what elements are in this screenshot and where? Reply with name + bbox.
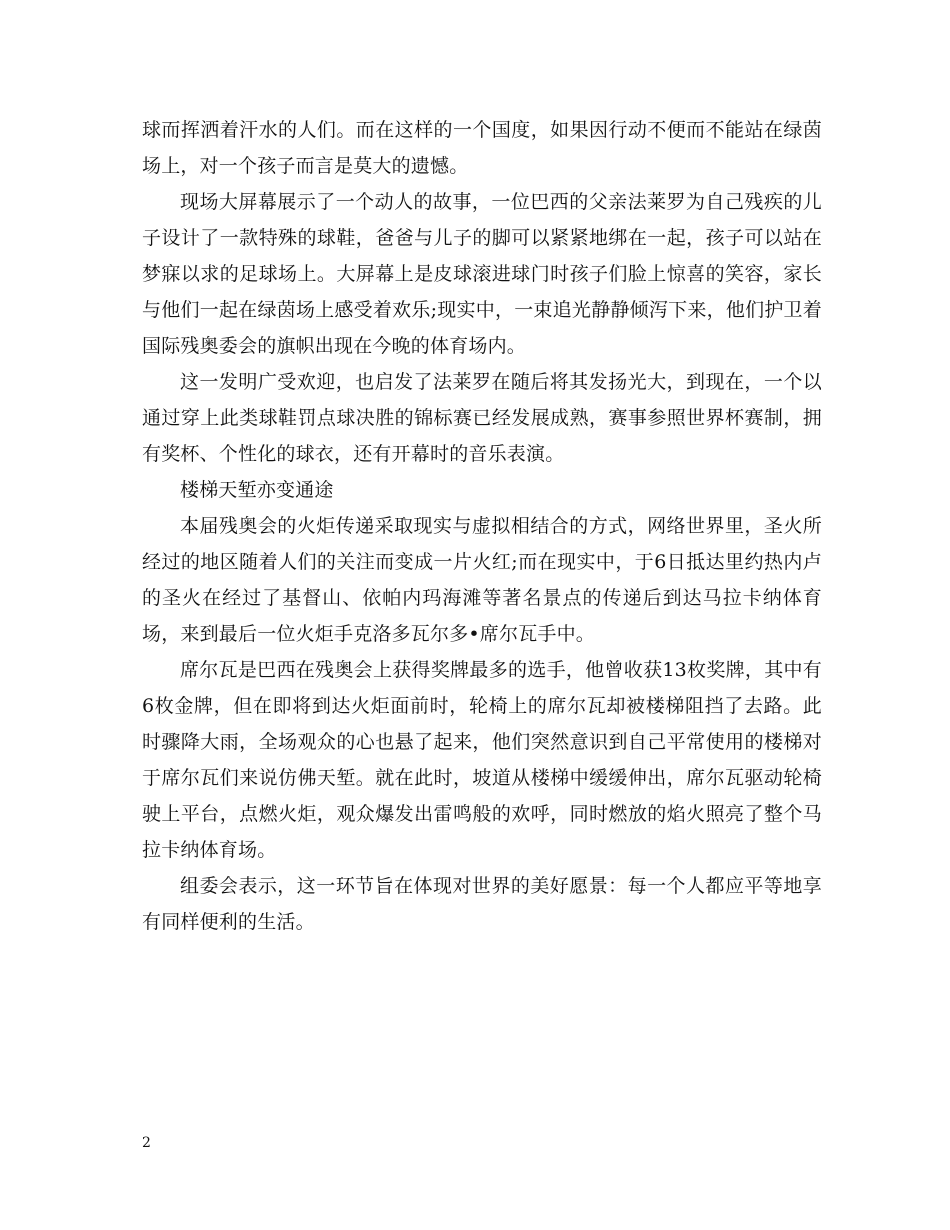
page-number: 2 xyxy=(142,1135,151,1151)
document-body xyxy=(142,112,822,940)
paragraph-4: 本届残奥会的火炬传递采取现实与虚拟相结合的方式，网络世界里，圣火所经过的地区随着人们的关注而变成一片火红;而在现实中，于6日抵达里约热内卢的圣火在经过了基督山、依帕内玛海滩等著名景点的传递后到达马拉卡纳体育场，来到最后一位火炬手克洛多瓦尔多•席尔瓦手中。 xyxy=(142,515,822,645)
paragraph-3: 这一发明广受欢迎，也启发了法莱罗在随后将其发扬光大，到现在，一个以通过穿上此类球鞋罚点球决胜的锦标赛已经发展成熟，赛事参照世界杯赛制，拥有奖杯、个性化的球衣，还有开幕时的音乐表演。 xyxy=(142,371,822,465)
paragraph-2: 现场大屏幕展示了一个动人的故事，一位巴西的父亲法莱罗为自己残疾的儿子设计了一款特殊的球鞋，爸爸与儿子的脚可以紧紧地绑在一起，孩子可以站在梦寐以求的足球场上。大屏幕上是皮球滚进球门时孩子们脸上惊喜的笑容，家长与他们一起在绿茵场上感受着欢乐;现实中，一束追光静静倾泻下来，他们护卫着国际残奥委会的旗帜出现在今晚的体育场内。 xyxy=(142,191,822,357)
paragraph-6: 组委会表示，这一环节旨在体现对世界的美好愿景：每一个人都应平等地享有同样便利的生活。 xyxy=(142,875,822,933)
paragraph-5: 席尔瓦是巴西在残奥会上获得奖牌最多的选手，他曾收获13枚奖牌，其中有6枚金牌，但在即将到达火炬面前时，轮椅上的席尔瓦却被楼梯阻挡了去路。此时骤降大雨，全场观众的心也悬了起来，他们突然意识到自己平常使用的楼梯对于席尔瓦们来说仿佛天堑。就在此时，坡道从楼梯中缓缓伸出，席尔瓦驱动轮椅驶上平台，点燃火炬，观众爆发出雷鸣般的欢呼，同时燃放的焰火照亮了整个马拉卡纳体育场。 xyxy=(142,659,822,861)
section-heading: 楼梯天堑亦变通途 xyxy=(180,479,334,501)
paragraph-1: 球而挥洒着汗水的人们。而在这样的一个国度，如果因行动不便而不能站在绿茵场上，对一个孩子而言是莫大的遗憾。 xyxy=(142,119,822,177)
